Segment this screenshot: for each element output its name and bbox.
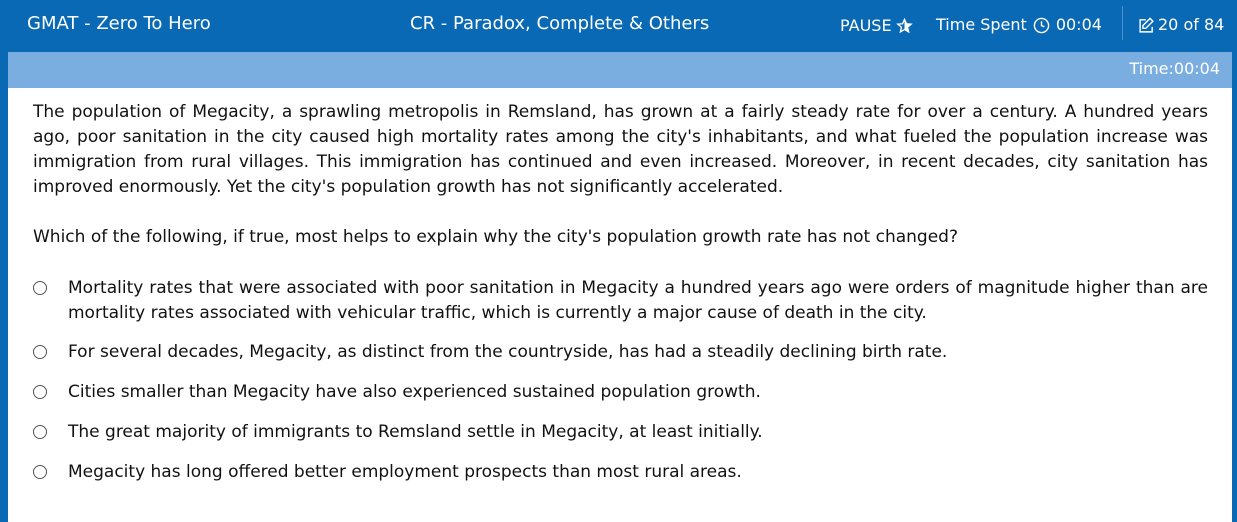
choice-text: Cities smaller than Megacity have also experienced sustained population growth. [68, 382, 761, 402]
radio-button[interactable] [33, 281, 47, 295]
radio-button[interactable] [33, 345, 47, 359]
question-counter[interactable] [1138, 13, 1224, 37]
pause-button[interactable] [840, 14, 913, 38]
header-divider [1122, 6, 1123, 40]
question-panel [8, 88, 1232, 522]
timer-bar [8, 52, 1232, 88]
star-icon[interactable] [896, 18, 913, 34]
choice-text: For several decades, Megacity, as distinct from the countryside, has had a steadily declining birth rate. [68, 342, 948, 362]
choice-text: Megacity has long offered better employment prospects than most rural areas. [68, 462, 742, 482]
clock-icon [1033, 17, 1050, 34]
edit-icon[interactable] [1138, 17, 1155, 34]
radio-button[interactable] [33, 385, 47, 399]
top-bar [0, 0, 1237, 48]
section-title: CR - Paradox, Complete & Others [410, 13, 710, 34]
time-spent-label: Time Spent [936, 15, 1027, 34]
question-timer: Time:00:04 [1129, 59, 1220, 78]
question-prompt: Which of the following, if true, most helps to explain why the city's population growth rate has not changed? [33, 227, 958, 247]
choice-text: The great majority of immigrants to Remsland settle in Megacity, at least initially. [68, 422, 763, 442]
pause-label: PAUSE [840, 16, 892, 35]
counter-label: 20 of 84 [1158, 15, 1225, 34]
radio-button[interactable] [33, 425, 47, 439]
app-title: GMAT - Zero To Hero [27, 13, 211, 34]
radio-button[interactable] [33, 465, 47, 479]
choice-text: Mortality rates that were associated with poor sanitation in Megacity a hundred years ago were orders of magnitude higher than are mortality rates associated with vehicular traffic, which is currently a major cause of death in the city. [68, 278, 1208, 323]
question-passage: The population of Megacity, a sprawling metropolis in Remsland, has grown at a fairly steady rate for over a century. A hundred years ago, poor sanitation in the city caused high mortality rates among the city's inhabitants, and what fueled the population increase was immigration from rural villages. This immigration has continued and even increased. Moreover, in recent decades, city sanitation has improved enormously. Yet the city's population growth has not significantly accelerated. [33, 102, 1208, 197]
time-spent-value: 00:04 [1055, 15, 1102, 34]
time-spent [936, 13, 1102, 37]
